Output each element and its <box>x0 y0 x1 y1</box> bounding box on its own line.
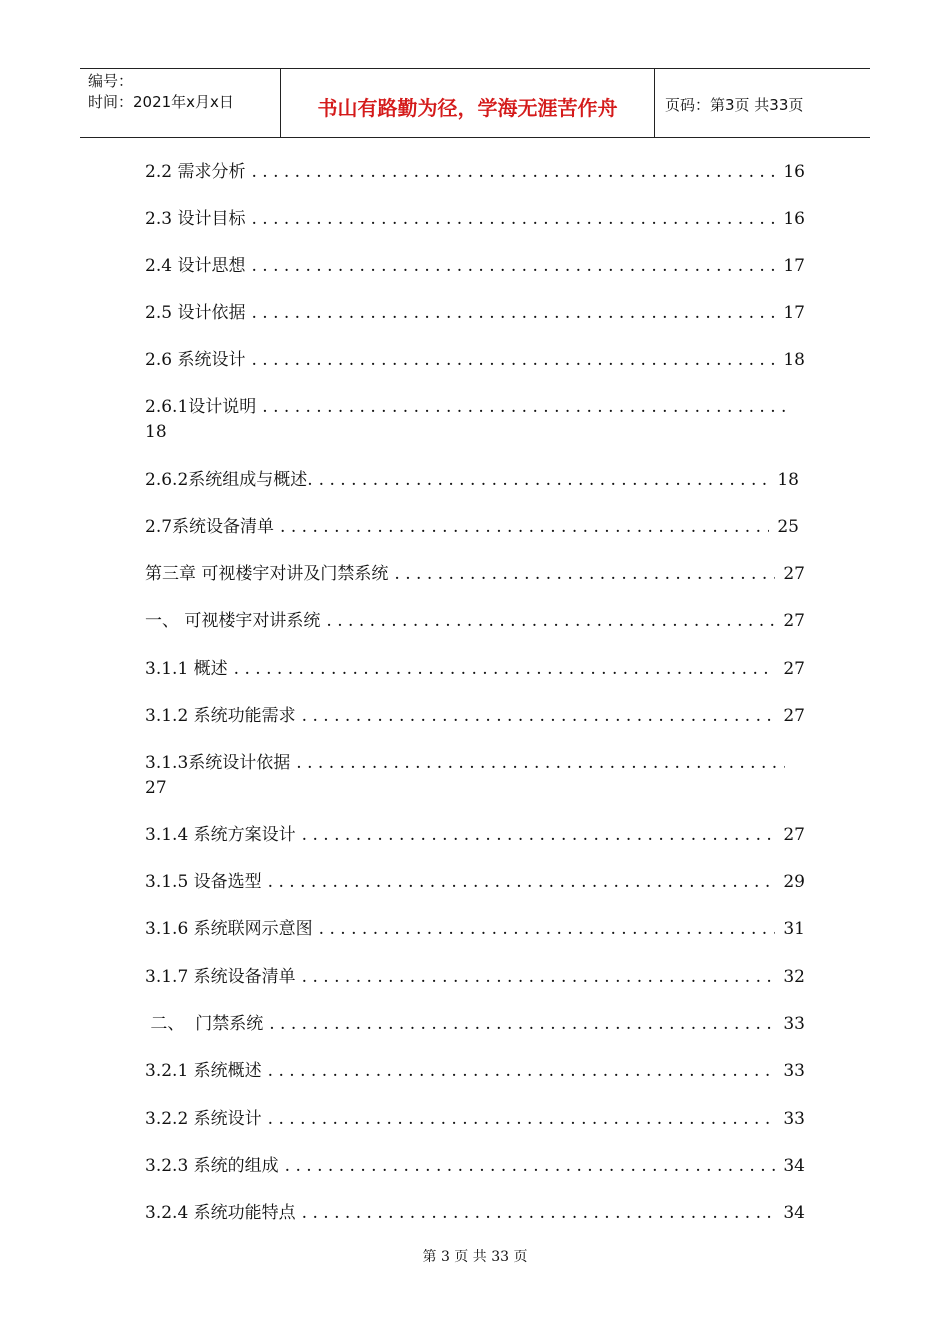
toc-entry[interactable] <box>145 516 799 538</box>
toc-leader-dots <box>296 705 775 727</box>
header-page-info: 页码：第3页 共33页 <box>665 95 804 114</box>
toc-entry-title: 二、 门禁系统 <box>145 1014 264 1034</box>
toc-leader-dots <box>245 349 775 371</box>
toc-entry[interactable] <box>145 610 805 632</box>
toc-entry-title: 3.1.7 系统设备清单 <box>145 967 296 987</box>
toc-entry-page: 17 <box>783 303 805 323</box>
toc-leader-dots <box>296 1202 775 1224</box>
toc-entry[interactable] <box>145 161 805 183</box>
toc-entry[interactable] <box>145 1013 805 1035</box>
toc-entry-title: 3.1.4 系统方案设计 <box>145 825 296 845</box>
toc-entry-page: 18 <box>777 470 799 490</box>
toc-entry-title: 3.2.3 系统的组成 <box>145 1156 279 1176</box>
document-number-label: 编号： <box>88 72 134 90</box>
toc-entry-title: 2.4 设计思想 <box>145 256 246 276</box>
toc-leader-dots <box>256 396 785 418</box>
toc-entry-page: 27 <box>783 706 805 726</box>
toc-leader-dots <box>262 1108 775 1130</box>
toc-entry[interactable] <box>145 966 805 988</box>
toc-entry-title: 3.1.1 概述 <box>145 659 228 679</box>
toc-leader-dots <box>296 824 775 846</box>
toc-leader-dots <box>279 1155 775 1177</box>
toc-leader-dots <box>245 208 775 230</box>
toc-entry-page: 34 <box>783 1156 805 1176</box>
toc-entry-page: 29 <box>783 872 805 892</box>
toc-entry-page: 33 <box>783 1061 805 1081</box>
toc-entry-title: 一、 可视楼宇对讲系统 <box>145 611 321 631</box>
toc-entry-title: 2.6.2系统组成与概述. <box>145 470 313 490</box>
toc-leader-dots <box>263 1013 775 1035</box>
toc-leader-dots <box>262 1060 775 1082</box>
toc-entry-page: 17 <box>783 256 805 276</box>
toc-entry-title: 3.1.3系统设计依据 <box>145 753 291 773</box>
toc-entry[interactable] <box>145 658 805 680</box>
toc-entry[interactable] <box>145 208 805 230</box>
toc-entry-page: 27 <box>145 778 167 798</box>
toc-entry-title: 3.2.2 系统设计 <box>145 1109 262 1129</box>
toc-entry[interactable] <box>145 302 805 324</box>
toc-leader-dots <box>245 161 775 183</box>
toc-entry-page: 16 <box>783 162 805 182</box>
toc-leader-dots <box>388 563 775 585</box>
toc-leader-dots <box>228 658 775 680</box>
toc-entry[interactable] <box>145 871 805 893</box>
toc-entry-title: 3.1.6 系统联网示意图 <box>145 919 313 939</box>
toc-entry-page: 25 <box>777 517 799 537</box>
header-motto: 书山有路勤为径，学海无涯苦作舟 <box>281 69 655 137</box>
document-time-label: 时间：2021年x月x日 <box>88 93 234 111</box>
toc-entry-title: 2.6.1设计说明 <box>145 397 257 417</box>
toc-entry[interactable] <box>145 396 785 443</box>
toc-entry-page: 27 <box>783 564 805 584</box>
toc-entry-page: 33 <box>783 1014 805 1034</box>
toc-entry-title: 3.1.5 设备选型 <box>145 872 262 892</box>
toc-entry-title: 3.1.2 系统功能需求 <box>145 706 296 726</box>
page-footer: 第 3 页 共 33 页 <box>422 1249 528 1265</box>
toc-entry[interactable] <box>145 824 805 846</box>
toc-entry-page: 16 <box>783 209 805 229</box>
toc-entry-title: 2.7系统设备清单 <box>145 517 275 537</box>
toc-leader-dots <box>274 516 769 538</box>
toc-leader-dots <box>290 752 785 774</box>
toc-entry[interactable] <box>145 255 805 277</box>
toc-leader-dots <box>245 302 775 324</box>
toc-leader-dots <box>313 469 769 491</box>
toc-entry[interactable] <box>145 469 799 491</box>
toc-entry-page: 27 <box>783 825 805 845</box>
toc-entry-page: 18 <box>145 422 167 442</box>
toc-entry-page: 34 <box>783 1203 805 1223</box>
toc-leader-dots <box>245 255 775 277</box>
toc-entry-page: 27 <box>783 611 805 631</box>
toc-entry-title: 3.2.4 系统功能特点 <box>145 1203 296 1223</box>
toc-entry-title: 第三章 可视楼宇对讲及门禁系统 <box>145 564 389 584</box>
toc-leader-dots <box>320 610 775 632</box>
toc-entry-page: 27 <box>783 659 805 679</box>
toc-entry[interactable] <box>145 918 805 940</box>
toc-entry[interactable] <box>145 1202 805 1224</box>
toc-entry[interactable] <box>145 1155 805 1177</box>
toc-entry-title: 3.2.1 系统概述 <box>145 1061 262 1081</box>
toc-entry-page: 31 <box>783 919 805 939</box>
toc-entry[interactable] <box>145 752 785 799</box>
toc-entry[interactable] <box>145 1108 805 1130</box>
toc-leader-dots <box>296 966 775 988</box>
toc-entry-title: 2.3 设计目标 <box>145 209 246 229</box>
toc-entry-title: 2.6 系统设计 <box>145 350 246 370</box>
toc-leader-dots <box>262 871 775 893</box>
toc-entry[interactable] <box>145 563 805 585</box>
toc-entry-page: 33 <box>783 1109 805 1129</box>
toc-entry-title: 2.5 设计依据 <box>145 303 246 323</box>
toc-entry[interactable] <box>145 705 805 727</box>
toc-entry[interactable] <box>145 1060 805 1082</box>
toc-leader-dots <box>313 918 775 940</box>
toc-entry-title: 2.2 需求分析 <box>145 162 246 182</box>
toc-entry-page: 32 <box>783 967 805 987</box>
toc-entry-page: 18 <box>783 350 805 370</box>
toc-entry[interactable] <box>145 349 805 371</box>
